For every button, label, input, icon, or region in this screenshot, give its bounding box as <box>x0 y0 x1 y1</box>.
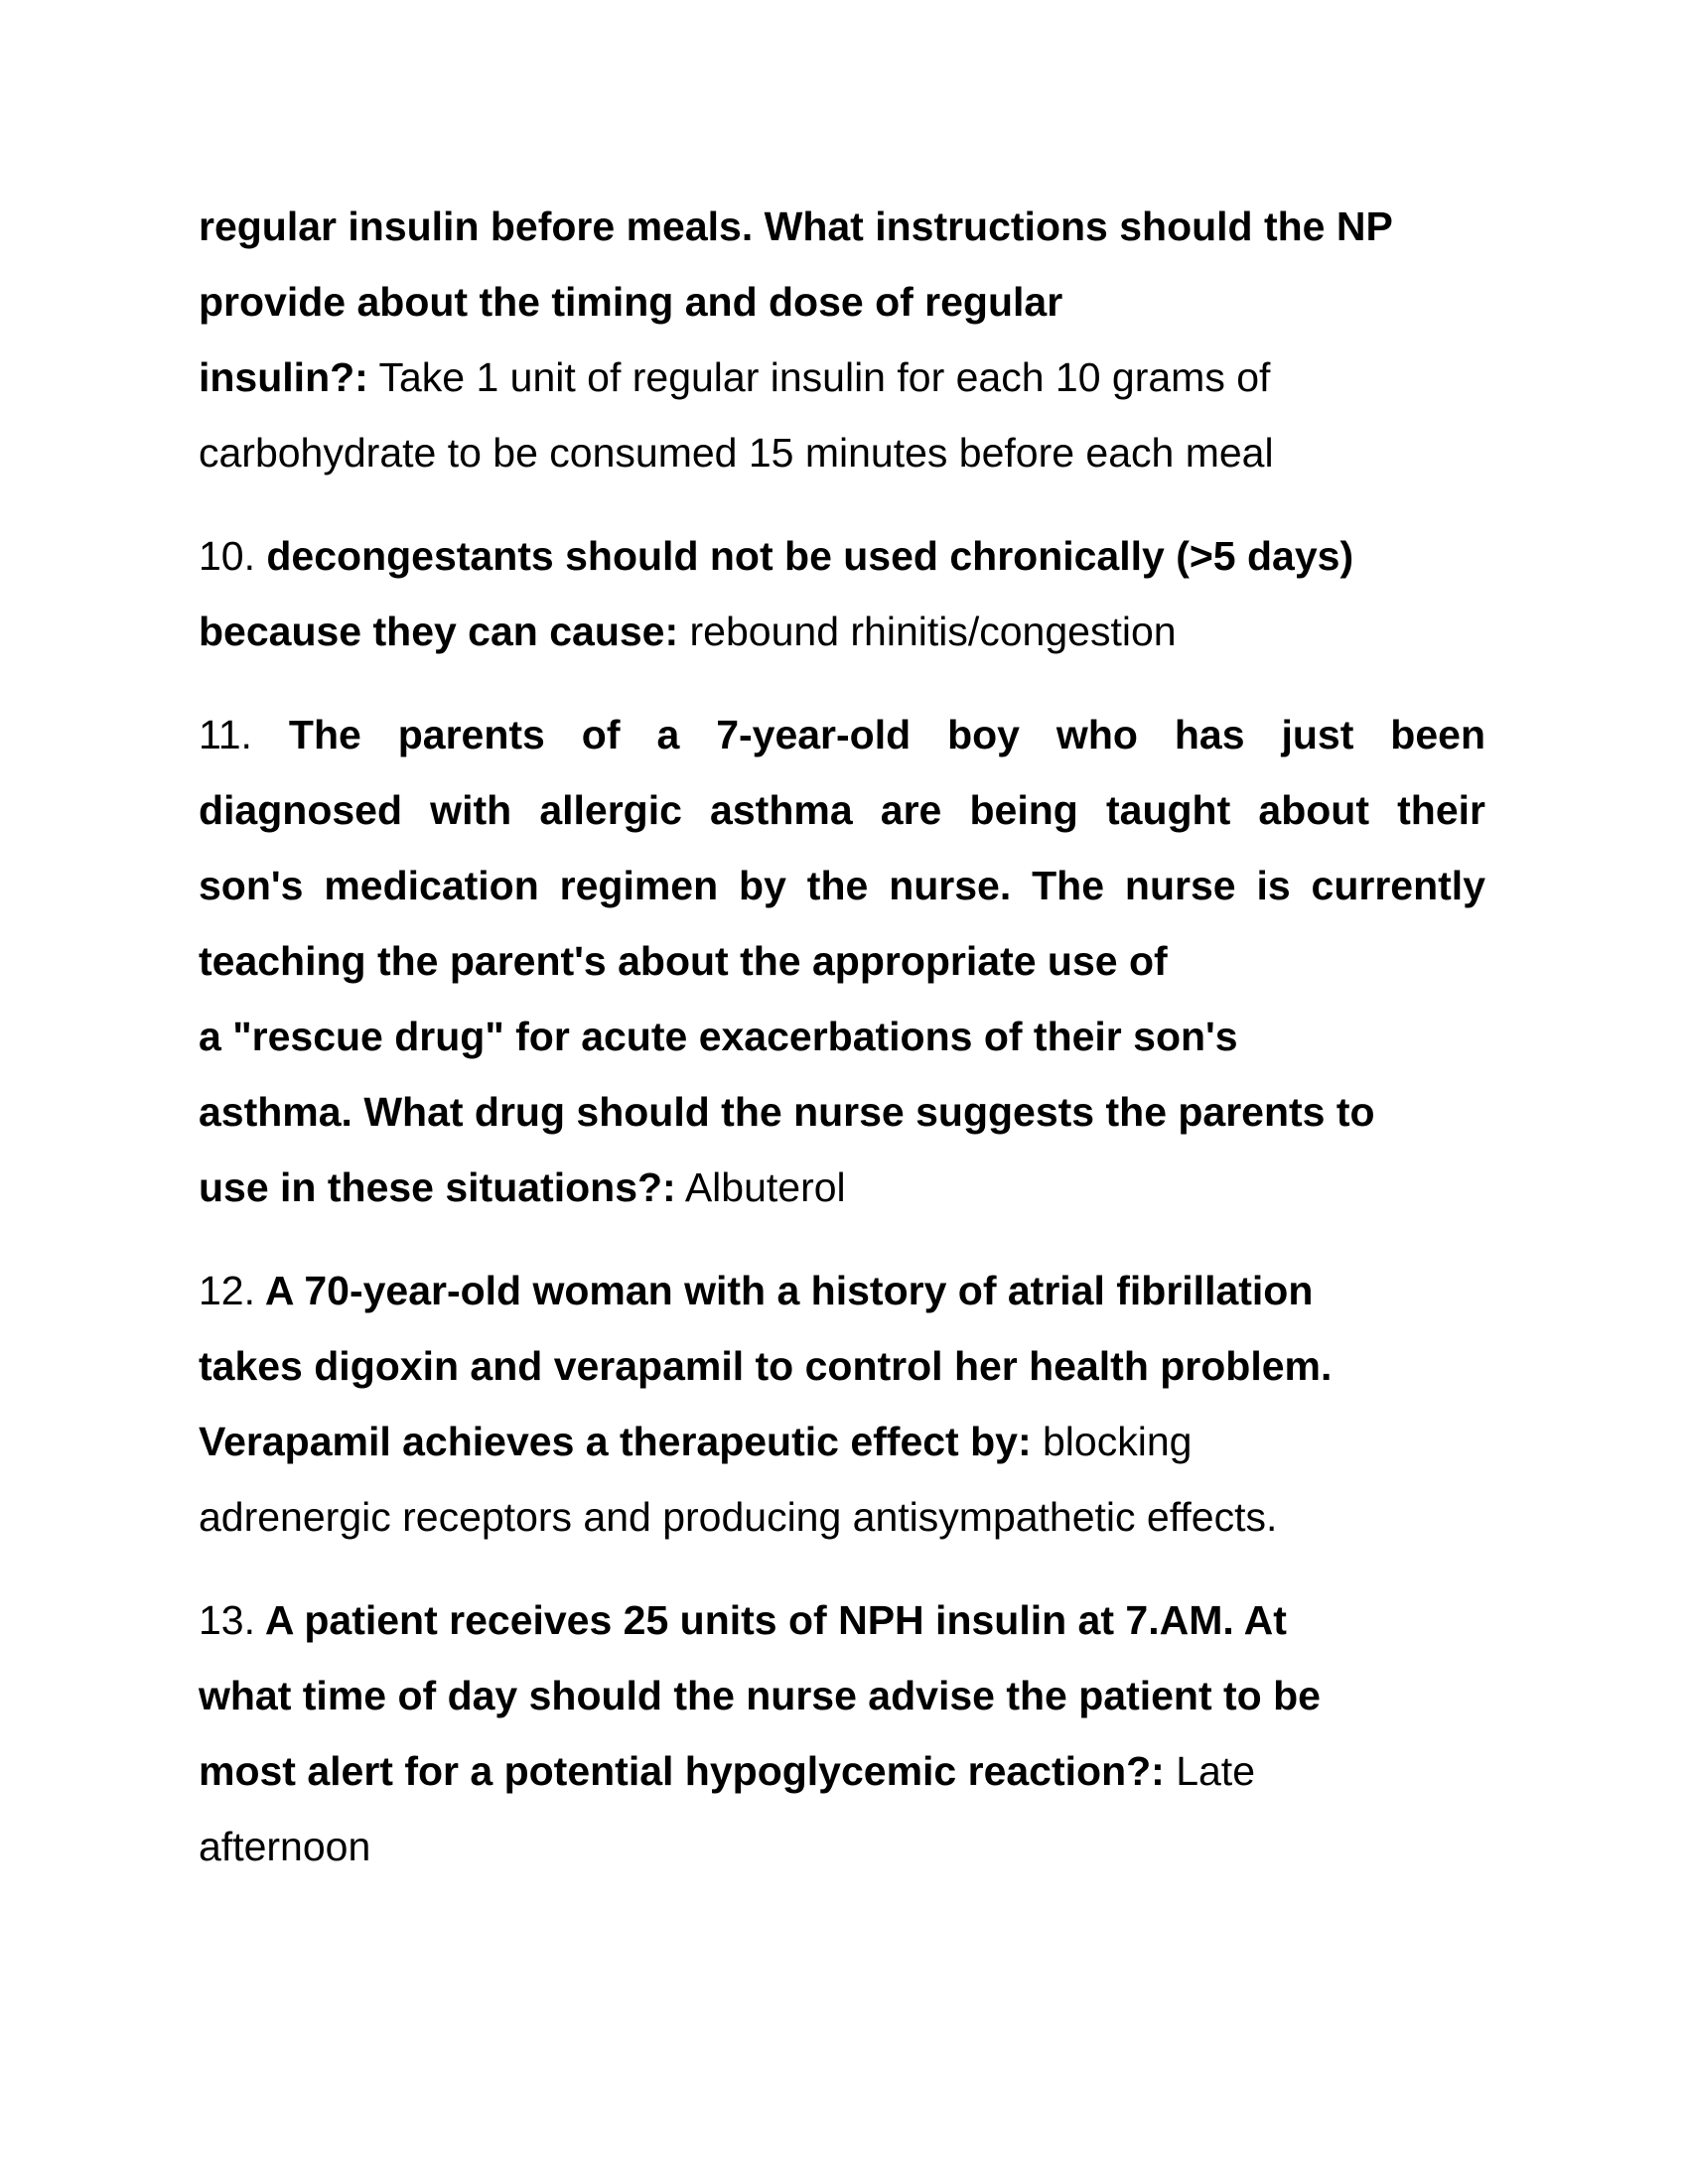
question-text: insulin?: <box>199 354 368 400</box>
question-line: a "rescue drug" for acute exacerbations of their son's <box>199 1014 1238 1059</box>
answer-line: adrenergic receptors and producing antisympathetic effects. <box>199 1494 1278 1540</box>
question-line <box>199 518 1485 594</box>
answer-text: rebound rhinitis/congestion <box>678 609 1177 654</box>
item-number: 10. <box>199 533 255 579</box>
answer-text: Late <box>1164 1748 1256 1794</box>
question-line: diagnosed with allergic asthma are being taught about their <box>199 787 1485 833</box>
question-line: regular insulin before meals. What instructions should the NP <box>199 204 1393 249</box>
question-text: because they can cause: <box>199 609 679 654</box>
question-text: most alert for a potential hypoglycemic reaction?: <box>199 1748 1165 1794</box>
question-answer-line <box>199 340 1485 415</box>
question-line: 11. The parents of a 7-year-old boy who has just been <box>199 712 1485 757</box>
question-line: son's medication regimen by the nurse. The nurse is currently <box>199 863 1485 908</box>
question-line: 12. A 70-year-old woman with a history of atrial fibrillation <box>199 1268 1314 1313</box>
answer-text: blocking <box>1031 1419 1193 1464</box>
question-line: what time of day should the nurse advise the patient to be <box>199 1673 1321 1718</box>
item-number: 11. <box>199 712 252 757</box>
question-text: use in these situations?: <box>199 1164 676 1210</box>
question-line: asthma. What drug should the nurse suggests the parents to <box>199 1089 1375 1135</box>
answer-line: afternoon <box>199 1824 371 1869</box>
question-answer-line <box>199 1150 1485 1225</box>
question-line: teaching the parent's about the appropriate use of <box>199 938 1168 984</box>
question-answer-line <box>199 1733 1485 1809</box>
document-page <box>199 189 1485 1884</box>
question-line: 13. A patient receives 25 units of NPH insulin at 7.AM. At <box>199 1597 1287 1643</box>
question-text: decongestants should not be used chronically (>5 days) <box>255 533 1354 579</box>
question-text: Verapamil achieves a therapeutic effect by: <box>199 1419 1032 1464</box>
item-number: 12. <box>199 1268 255 1313</box>
question-answer-line <box>199 594 1485 669</box>
qa-item-13 <box>199 1582 1485 1884</box>
answer-line: carbohydrate to be consumed 15 minutes before each meal <box>199 430 1274 476</box>
question-answer-line <box>199 1404 1485 1479</box>
answer-text: Albuterol <box>675 1164 846 1210</box>
qa-item-12 <box>199 1253 1485 1555</box>
qa-item-11 <box>199 697 1485 1225</box>
qa-item-10 <box>199 518 1485 669</box>
answer-text: Take 1 unit of regular insulin for each 10 grams of <box>367 354 1271 400</box>
item-number: 13. <box>199 1597 255 1643</box>
qa-item-9-continued <box>199 189 1485 490</box>
question-line: takes digoxin and verapamil to control her health problem. <box>199 1343 1333 1389</box>
question-line: provide about the timing and dose of regular <box>199 279 1063 325</box>
